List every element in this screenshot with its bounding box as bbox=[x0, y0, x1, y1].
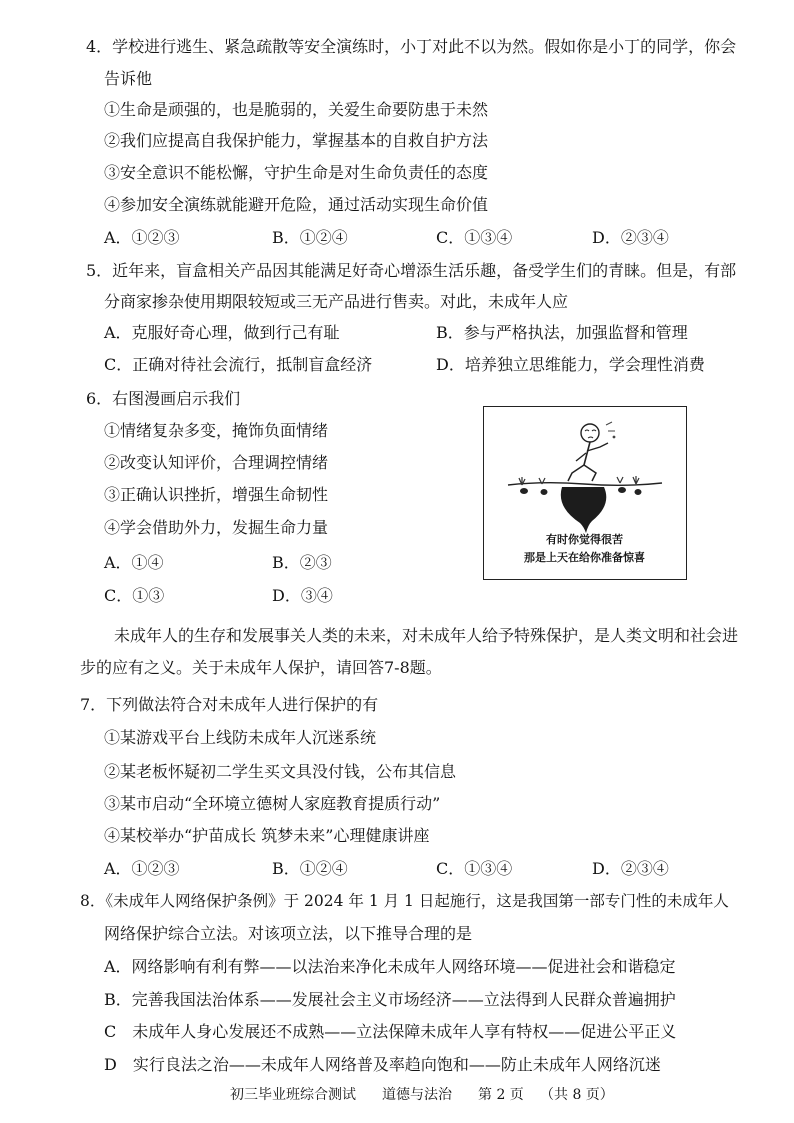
cartoon-caption-line2: 那是上天在给你准备惊喜 bbox=[524, 551, 645, 564]
q8-stem-line2: 网络保护综合立法。对该项立法，以下推导合理的是 bbox=[104, 924, 473, 943]
q6-option-c: C．①③ bbox=[104, 586, 165, 605]
q4-item-4: ④参加安全演练就能避开危险，通过活动实现生命价值 bbox=[104, 195, 489, 214]
q7-option-a: A．①②③ bbox=[104, 859, 180, 878]
footer-page-number: 第 2 页 bbox=[478, 1087, 524, 1103]
q4-option-a: A．①②③ bbox=[104, 228, 180, 247]
q6-stem: 6．右图漫画启示我们 bbox=[86, 389, 241, 408]
q7-item-1: ①某游戏平台上线防未成年人沉迷系统 bbox=[104, 728, 377, 747]
q5-option-a: A．克服好奇心理，做到行己有耻 bbox=[104, 323, 340, 342]
q7-item-4: ④某校举办“护苗成长 筑梦未来”心理健康讲座 bbox=[104, 826, 430, 845]
q6-option-b: B．②③ bbox=[272, 553, 332, 572]
q6-item-4: ④学会借助外力，发掘生命力量 bbox=[104, 518, 329, 537]
q6-item-1: ①情绪复杂多变，掩饰负面情绪 bbox=[104, 421, 329, 440]
q4-option-c: C．①③④ bbox=[436, 228, 513, 247]
cartoon-caption-line1: 有时你觉得很苦 bbox=[546, 533, 623, 546]
q5-option-c: C．正确对待社会流行，抵制盲盒经济 bbox=[104, 355, 373, 374]
q7-option-c: C．①③④ bbox=[436, 859, 513, 878]
q6-option-a: A．①④ bbox=[104, 553, 164, 572]
q7-item-3: ③某市启动“全环境立德树人家庭教育提质行动” bbox=[104, 794, 441, 813]
q5-option-b: B．参与严格执法，加强监督和管理 bbox=[436, 323, 688, 342]
q6-item-2: ②改变认知评价，合理调控情绪 bbox=[104, 453, 329, 472]
q4-stem-line2: 告诉他 bbox=[104, 69, 153, 88]
intro-line1: 未成年人的生存和发展事关人类的未来，对未成年人给予特殊保护，是人类文明和社会进 bbox=[114, 626, 739, 645]
q8-stem-line1: 8．《未成年人网络保护条例》于 2024 年 1 月 1 日起施行，这是我国第一部专门性的未成年人 bbox=[80, 892, 729, 910]
q4-item-3: ③安全意识不能松懈，守护生命是对生命负责任的态度 bbox=[104, 163, 489, 182]
q7-item-2: ②某老板怀疑初二学生买文具没付钱，公布其信息 bbox=[104, 762, 457, 781]
footer-total-pages: （共 8 页） bbox=[540, 1087, 614, 1103]
q4-option-d: D．②③④ bbox=[592, 228, 669, 247]
q7-option-d: D．②③④ bbox=[592, 859, 669, 878]
q5-stem-line2: 分商家掺杂使用期限较短或三无产品进行售卖。对此，未成年人应 bbox=[104, 292, 569, 311]
q8-option-a: A．网络影响有利有弊——以法治来净化未成年人网络环境——促进社会和谐稳定 bbox=[104, 957, 676, 976]
q8-option-b: B．完善我国法治体系——发展社会主义市场经济——立法得到人民群众普遍拥护 bbox=[104, 990, 676, 1009]
q4-item-1: ①生命是顽强的，也是脆弱的，关爱生命要防患于未然 bbox=[104, 100, 489, 119]
intro-line2: 步的应有之义。关于未成年人保护，请回答7-8题。 bbox=[80, 658, 442, 677]
q6-item-3: ③正确认识挫折，增强生命韧性 bbox=[104, 485, 329, 504]
q8-option-c: C 未成年人身心发展还不成熟——立法保障未成年人享有特权——促进公平正义 bbox=[104, 1022, 677, 1041]
q8-option-d: D 实行良法之治——未成年人网络普及率趋向饱和——防止未成年人网络沉迷 bbox=[104, 1055, 661, 1074]
q7-stem: 7．下列做法符合对未成年人进行保护的有 bbox=[80, 695, 379, 714]
q4-stem-line1: 4．学校进行逃生、紧急疏散等安全演练时，小丁对此不以为然。假如你是小丁的同学，你会 bbox=[86, 37, 737, 56]
footer-subject: 道德与法治 bbox=[382, 1087, 452, 1103]
q7-option-b: B．①②④ bbox=[272, 859, 348, 878]
q5-option-d: D．培养独立思维能力，学会理性消费 bbox=[436, 355, 705, 374]
footer-exam-name: 初三毕业班综合测试 bbox=[230, 1087, 356, 1103]
q5-stem-line1: 5．近年来，盲盒相关产品因其能满足好奇心增添生活乐趣，备受学生们的青睐。但是，有部 bbox=[86, 261, 737, 280]
q4-item-2: ②我们应提高自我保护能力，掌握基本的自救自护方法 bbox=[104, 131, 489, 150]
q4-option-b: B．①②④ bbox=[272, 228, 348, 247]
cartoon-figure bbox=[483, 406, 687, 580]
q6-option-d: D．③④ bbox=[272, 586, 333, 605]
